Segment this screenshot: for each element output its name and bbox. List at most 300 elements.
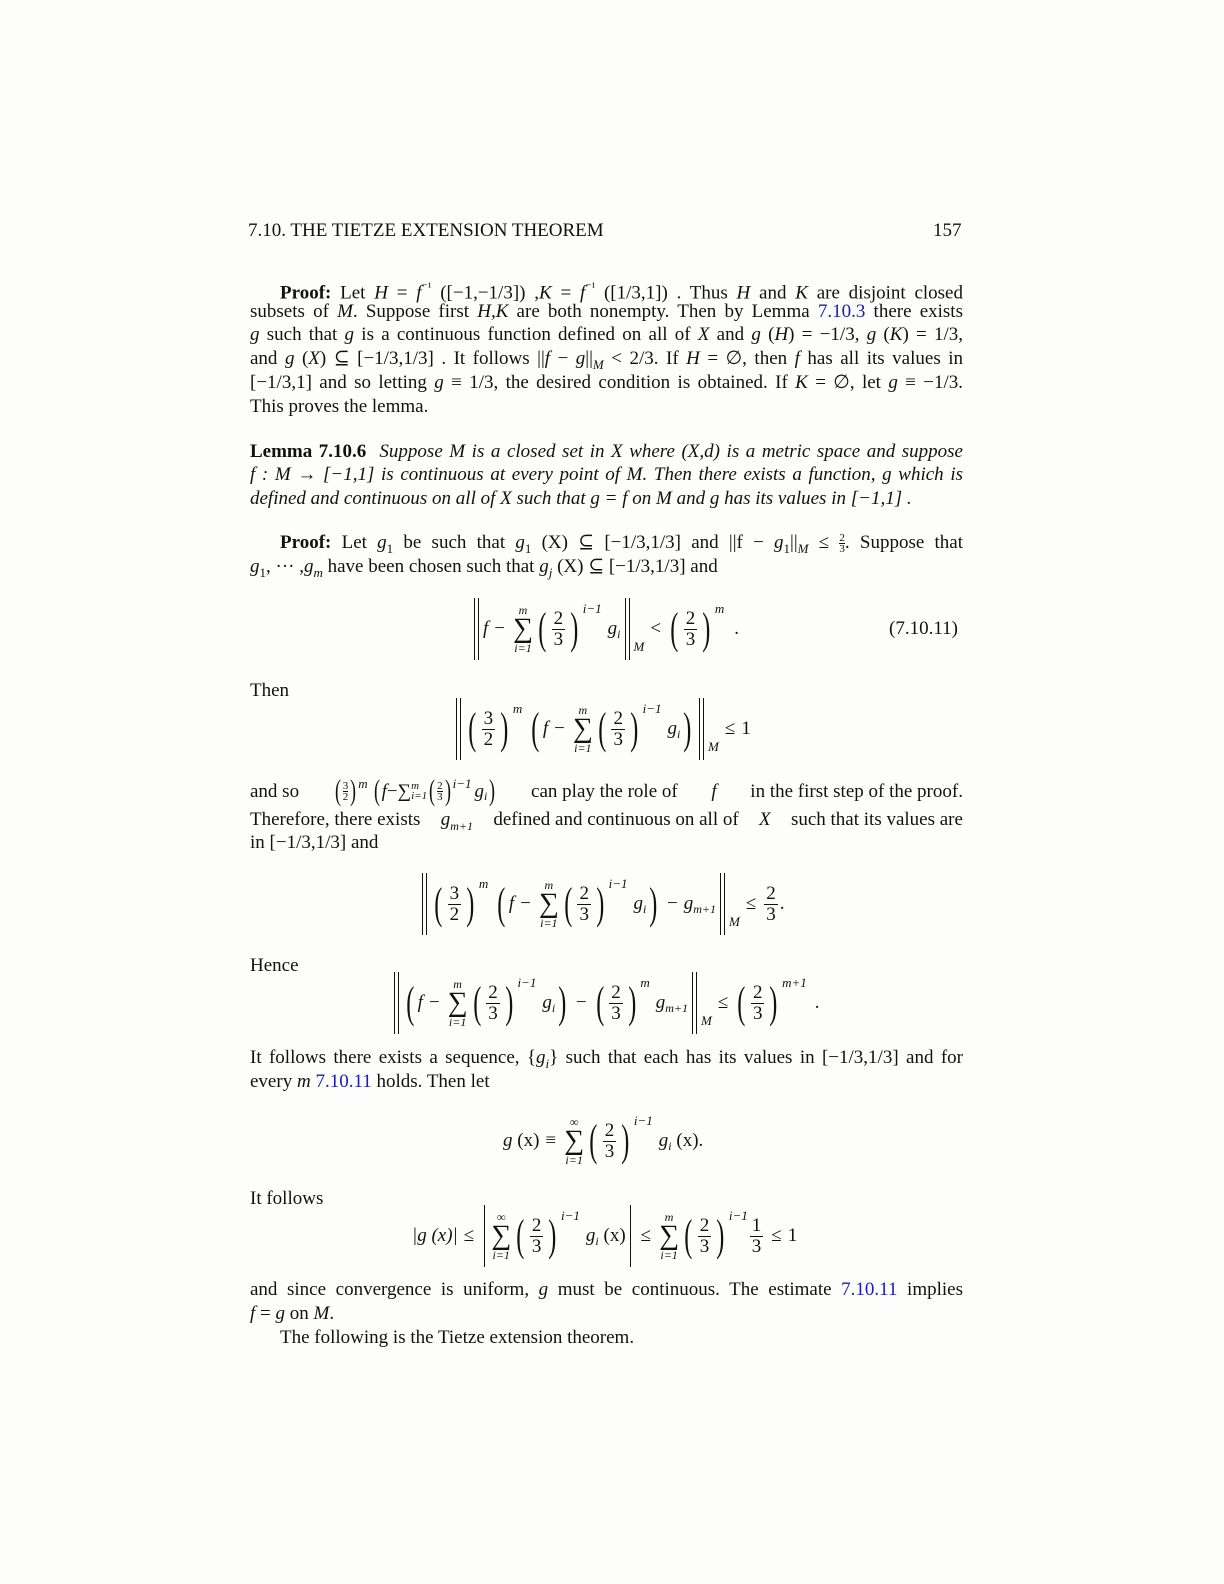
denominator: 3	[685, 628, 696, 650]
denominator: 3	[613, 728, 623, 750]
text: such that its values are	[790, 809, 963, 830]
lemma-text: Suppose M is a closed set in X where (X,d) is a metric space and suppose	[379, 441, 963, 462]
fraction	[684, 609, 698, 650]
math: m+1	[693, 901, 717, 916]
text: ≡ −1/3.	[897, 372, 964, 393]
exponent: i−1	[561, 1208, 580, 1223]
math: g	[536, 1047, 546, 1068]
math: −	[428, 992, 440, 1013]
math: −	[494, 618, 505, 639]
math: f	[544, 348, 551, 369]
sequence-line-2	[250, 1070, 963, 1093]
text: such that	[259, 324, 345, 345]
math: −	[386, 780, 398, 802]
paren: )	[716, 1211, 725, 1260]
text: are disjoint closed	[807, 282, 963, 304]
fraction	[448, 884, 462, 925]
paren: )	[649, 879, 658, 928]
numerator: 1	[751, 1214, 762, 1236]
math: f	[416, 282, 422, 304]
paren: (	[429, 774, 436, 807]
paren: (	[531, 704, 540, 753]
norm-bar	[720, 873, 725, 935]
math: f	[508, 893, 515, 914]
math: g	[538, 1279, 549, 1300]
paren: )	[500, 704, 509, 753]
math: −	[575, 992, 587, 1013]
math: M	[729, 914, 740, 929]
upper-limit: m	[544, 878, 554, 892]
inline-math	[333, 774, 498, 807]
math: f	[483, 618, 489, 639]
abs-bar	[630, 1205, 631, 1267]
math: ⁻¹	[585, 280, 596, 294]
lower-limit: i=1	[540, 916, 558, 930]
paren: (	[406, 978, 415, 1027]
math: i	[668, 1138, 672, 1153]
paren: (	[472, 978, 481, 1027]
math: m+1	[450, 819, 473, 833]
math: m+1	[665, 1000, 689, 1015]
text: ) ⊆ [−1/3,1/3] . It follows ||	[319, 348, 545, 369]
math: i	[551, 1000, 556, 1015]
math: g	[751, 324, 761, 345]
math: X	[759, 809, 771, 830]
numerator: 2	[613, 707, 623, 729]
paren: (	[468, 704, 477, 753]
math: M	[797, 540, 809, 556]
math: i	[484, 788, 488, 803]
fraction	[437, 781, 443, 802]
math: f	[250, 1303, 256, 1324]
summation	[491, 1211, 511, 1261]
paren: (	[589, 1116, 598, 1165]
paren: )	[548, 1211, 557, 1260]
final-line-1	[250, 1278, 963, 1301]
numerator: 3	[483, 707, 494, 729]
lemma-line-1	[250, 440, 963, 463]
text: implies	[897, 1279, 963, 1300]
math: g	[658, 1130, 669, 1151]
text: must be continuous. The estimate	[548, 1279, 842, 1300]
paren: )	[630, 704, 639, 753]
denominator: 3	[751, 1235, 762, 1257]
math: ≤	[717, 992, 729, 1013]
numerator: 2	[611, 981, 621, 1003]
exponent: m	[640, 975, 650, 990]
text: every	[250, 1071, 297, 1092]
denominator: 2	[483, 728, 494, 750]
text: [−1/3,1] and so letting	[250, 372, 435, 393]
text: has all its values in	[799, 348, 964, 369]
text: (	[760, 324, 775, 345]
lower-limit: i=1	[574, 741, 592, 755]
summation	[564, 1116, 584, 1166]
lower-limit: i=1	[411, 790, 428, 802]
text: ([−1,−1/3]) ,	[431, 282, 540, 304]
math: g	[542, 992, 552, 1013]
math: g	[250, 324, 260, 345]
lemma-line-3: defined and continuous on all of X such that g = f on M and g has its values in [−1,1] .	[250, 488, 912, 509]
math: K	[539, 282, 552, 304]
equation-link[interactable]: 7.10.11	[841, 1279, 898, 1300]
text: ≡ 1/3, the desired condition is obtained. If	[443, 372, 796, 393]
denominator: 3	[752, 1002, 763, 1024]
math: f	[381, 780, 387, 802]
math: .	[734, 618, 740, 639]
lemma-label: Lemma 7.10.6	[250, 441, 367, 462]
denominator: 3	[531, 1235, 542, 1257]
math: g	[284, 348, 295, 369]
text: and so	[250, 780, 300, 802]
exponent: i−1	[728, 1208, 748, 1223]
lower-limit: i=1	[448, 1015, 467, 1029]
math: g	[503, 1130, 513, 1151]
text: defined and continuous on all of	[493, 809, 739, 830]
sigma: ∑	[513, 613, 533, 644]
final-line-2	[250, 1302, 963, 1325]
math: H	[686, 348, 700, 369]
paren: )	[466, 879, 475, 928]
math: K	[889, 324, 903, 345]
fraction	[609, 983, 623, 1024]
sigma: ∑	[538, 888, 559, 919]
norm-bar	[456, 698, 461, 760]
math: 1	[386, 540, 394, 556]
math: g	[539, 556, 549, 577]
exponent: m	[358, 775, 368, 791]
math: 1	[787, 1225, 798, 1246]
math: g	[377, 532, 387, 553]
math: g	[303, 556, 314, 577]
equation-gm1	[418, 873, 785, 935]
math: i	[545, 1055, 550, 1071]
text: (X) ⊆ [−1/3,1/3] and ||f −	[531, 532, 775, 553]
paren: (	[538, 604, 547, 653]
math: 1	[741, 718, 751, 739]
exponent: i−1	[452, 775, 472, 791]
upper-limit: m	[411, 780, 420, 792]
denominator: 3	[839, 543, 845, 556]
math: −	[520, 893, 531, 914]
paren: (	[373, 774, 380, 807]
upper-limit: ∞	[569, 1115, 579, 1129]
math: g	[655, 992, 666, 1013]
math: H	[736, 282, 751, 304]
proof-label: Proof:	[280, 532, 332, 553]
text: and	[250, 348, 285, 369]
numerator: 2	[553, 607, 564, 629]
numerator: 2	[699, 1214, 710, 1236]
equation-bound	[412, 1205, 797, 1267]
math: 1	[783, 540, 791, 556]
math: X	[308, 348, 320, 369]
numerator: 2	[766, 882, 776, 904]
text: are both nonempty. Then by Lemma	[508, 301, 818, 322]
math: ⁻¹	[421, 280, 432, 294]
text: =	[387, 282, 417, 304]
math: .	[698, 1130, 704, 1151]
lower-limit: i=1	[660, 1248, 678, 1262]
math: =	[255, 1303, 276, 1324]
math: g	[250, 556, 260, 577]
math: ≤	[463, 1225, 475, 1246]
math: g	[888, 372, 898, 393]
text: is a continuous function defined on all of	[354, 324, 698, 345]
and-so-line	[250, 774, 963, 807]
math: g	[515, 532, 525, 553]
math: g	[474, 780, 485, 802]
fraction	[698, 1216, 712, 1257]
sigma: ∑	[659, 1220, 680, 1251]
math: i	[677, 726, 681, 741]
paren: )	[558, 978, 567, 1027]
section-header: 7.10. THE TIETZE EXTENSION THEOREM	[248, 220, 604, 241]
text: It follows there exists a sequence, {	[250, 1047, 537, 1068]
paren: )	[596, 879, 605, 928]
fraction	[603, 1121, 617, 1162]
math: H	[374, 282, 388, 304]
text: . Suppose first	[352, 301, 478, 322]
math: <	[650, 618, 662, 639]
page-number: 157	[933, 220, 962, 241]
numerator: 2	[488, 981, 498, 1003]
math: ≤	[771, 1225, 782, 1246]
fraction	[751, 983, 765, 1024]
numerator: 2	[604, 1119, 615, 1141]
text: ) = −1/3,	[788, 324, 867, 345]
denominator: 2	[342, 790, 349, 803]
math: 1	[259, 564, 266, 580]
upper-limit: m	[453, 977, 462, 991]
text: Therefore, there exists	[250, 809, 421, 830]
paren: )	[444, 774, 451, 807]
denominator: 3	[553, 628, 564, 650]
text: (	[294, 348, 309, 369]
equation-label: (7.10.11)	[889, 618, 958, 639]
text: ||	[585, 348, 593, 369]
summation	[513, 604, 533, 654]
math: (x)	[676, 1130, 699, 1151]
lemma-link[interactable]: 7.10.3	[817, 301, 866, 322]
exponent: m	[478, 876, 489, 891]
text: (X) ⊆ [−1/3,1/3] and	[557, 556, 718, 577]
text: and	[750, 282, 796, 304]
paren: )	[350, 774, 357, 807]
proof1-line-3	[250, 323, 963, 346]
fraction	[750, 1216, 764, 1257]
paren: (	[670, 604, 679, 653]
lower-limit: i=1	[514, 641, 532, 655]
fraction	[482, 709, 496, 750]
paren: )	[621, 1116, 630, 1165]
math: m	[313, 564, 323, 580]
denominator: 3	[699, 1235, 710, 1257]
text: ||	[790, 532, 798, 553]
equation-g-def	[503, 1110, 703, 1172]
numerator: 3	[449, 882, 460, 904]
text: (	[876, 324, 890, 345]
math: −	[554, 718, 565, 739]
fraction	[764, 884, 778, 925]
text: in the first step of the proof.	[750, 780, 963, 802]
hence-label: Hence	[250, 955, 299, 976]
sigma: ∑	[564, 1125, 585, 1156]
it-follows-label: It follows	[250, 1188, 324, 1209]
fraction	[611, 709, 625, 750]
interval-line: in [−1/3,1/3] and	[250, 832, 379, 853]
text: and since convergence is uniform,	[250, 1279, 539, 1300]
math: i	[643, 901, 647, 916]
text: < 2/3. If	[603, 348, 687, 369]
math: g	[667, 718, 678, 739]
numerator: 2	[839, 532, 845, 545]
math: f	[542, 718, 549, 739]
text: ) = 1/3,	[902, 324, 964, 345]
math: K	[795, 372, 808, 393]
exponent: i−1	[582, 601, 602, 616]
text: on	[285, 1303, 314, 1324]
summation	[573, 704, 593, 754]
denominator: 3	[611, 1002, 621, 1024]
exponent: m	[512, 701, 523, 716]
denominator: 3	[766, 903, 776, 925]
norm-bar	[394, 972, 399, 1034]
text: = ∅, then	[699, 348, 795, 369]
summation	[448, 978, 468, 1028]
equation-then	[452, 698, 751, 760]
sigma: ∑	[447, 987, 468, 1018]
math: M	[313, 1303, 330, 1324]
math: M	[592, 356, 604, 372]
text: subsets of	[250, 301, 338, 322]
upper-limit: m	[518, 603, 528, 617]
math: 1	[524, 540, 532, 556]
math: H	[774, 324, 789, 345]
summation	[539, 879, 559, 929]
math: g	[774, 532, 784, 553]
numerator: 2	[579, 882, 589, 904]
paren: (	[737, 978, 746, 1027]
proof1-line-5	[250, 371, 963, 394]
math: M	[708, 739, 719, 754]
math: i	[617, 626, 621, 641]
text: and	[709, 324, 752, 345]
math: K	[795, 282, 808, 304]
exponent: i−1	[633, 1113, 653, 1128]
math: H,K	[477, 301, 509, 322]
text: =	[551, 282, 580, 304]
math: g	[344, 324, 355, 345]
math: ≤	[724, 718, 736, 739]
proof1-line-6: This proves the lemma.	[250, 396, 429, 417]
exponent: m	[714, 601, 725, 616]
math: |g (x)|	[412, 1225, 458, 1246]
proof-label: Proof:	[280, 282, 332, 304]
proof2-line-2	[250, 555, 963, 584]
math: i	[595, 1233, 599, 1248]
denominator: 3	[437, 790, 443, 803]
paren: )	[769, 978, 778, 1027]
exponent: i−1	[517, 975, 537, 990]
fraction	[530, 1216, 544, 1257]
upper-limit: ∞	[496, 1210, 506, 1224]
equation-link[interactable]: 7.10.11	[315, 1071, 372, 1092]
paren: )	[570, 604, 579, 653]
math: ≤	[640, 1225, 652, 1246]
paren: (	[434, 879, 443, 928]
paren: )	[628, 978, 637, 1027]
paren: )	[489, 774, 496, 807]
sigma: ∑	[572, 713, 593, 744]
math: f	[794, 348, 800, 369]
math: X	[697, 324, 710, 345]
math: M	[337, 301, 353, 322]
numerator: 3	[342, 779, 349, 792]
math: M	[701, 1013, 712, 1028]
math: g	[275, 1303, 285, 1324]
math: g	[683, 893, 694, 914]
limits	[411, 781, 427, 801]
numerator: 2	[752, 981, 763, 1003]
sigma: ∑	[491, 1220, 512, 1251]
norm-bar	[422, 873, 427, 935]
math: f	[417, 992, 423, 1013]
math: g	[585, 1225, 596, 1246]
denominator: 3	[579, 903, 589, 925]
upper-limit: m	[578, 703, 588, 717]
math: g	[607, 618, 618, 639]
paren: )	[683, 704, 692, 753]
norm-bar	[699, 698, 704, 760]
math: g	[633, 893, 644, 914]
norm-bar	[474, 598, 479, 660]
math: −	[667, 893, 678, 914]
text: Let	[331, 532, 378, 553]
proof1-line-2	[250, 300, 963, 323]
text: ([1/3,1]) . Thus	[595, 282, 737, 304]
math: ∑	[397, 780, 412, 802]
equation-7-10-11	[470, 598, 739, 660]
math: .	[779, 893, 785, 914]
fraction	[343, 781, 349, 802]
fraction	[486, 983, 500, 1024]
text: there exists	[865, 301, 963, 322]
math: g	[440, 809, 451, 830]
exponent: m+1	[782, 975, 807, 990]
fraction	[552, 609, 566, 650]
lemma-line-2: f : M → [−1,1] is continuous at every point of M. Then there exists a function, g which is	[250, 464, 963, 485]
text: . Suppose that	[844, 532, 963, 553]
denominator: 3	[488, 1002, 498, 1024]
text: holds. Then let	[371, 1071, 490, 1092]
text: , ··· ,	[266, 556, 304, 577]
math: g	[575, 348, 586, 369]
g-m-plus-1	[441, 808, 473, 833]
paren: (	[564, 879, 573, 928]
text: Let	[331, 282, 375, 304]
fraction	[577, 884, 591, 925]
exponent: i−1	[642, 701, 662, 716]
numerator: 2	[531, 1214, 542, 1236]
text: ≤	[808, 532, 840, 553]
exponent: i−1	[608, 876, 628, 891]
paren: )	[505, 978, 514, 1027]
text: = ∅, let	[807, 372, 889, 393]
math: m	[296, 1071, 311, 1092]
equation-hence	[390, 972, 820, 1034]
text: −	[550, 348, 576, 369]
